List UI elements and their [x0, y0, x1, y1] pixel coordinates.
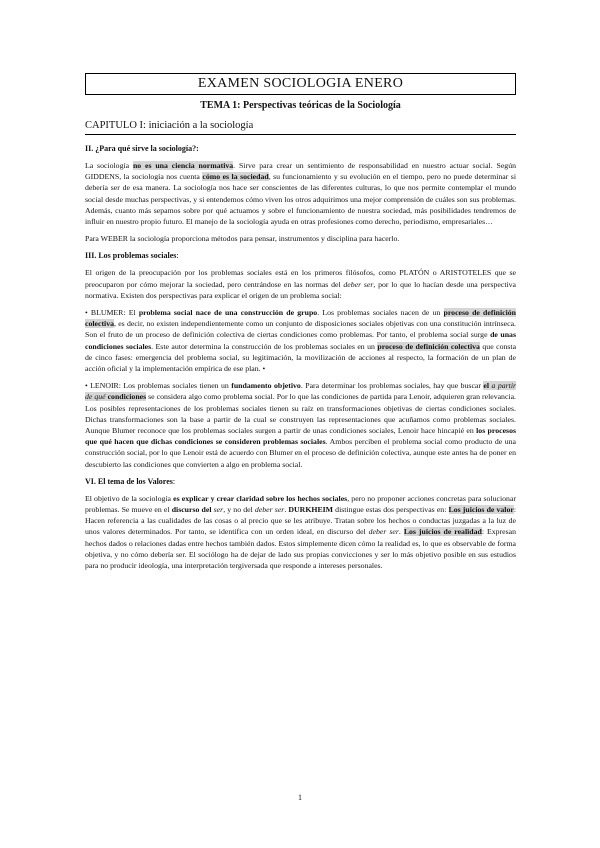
section-heading-2: II. ¿Para qué sirve la sociología?:: [85, 144, 199, 153]
chapter-heading: CAPITULO I: iniciación a la sociología: [85, 119, 516, 135]
section-heading-6: VI. El tema de los Valores:: [85, 476, 176, 486]
section-heading-3: III. Los problemas sociales:: [85, 251, 179, 261]
paragraph: El objetivo de la sociología es explicar y crear claridad sobre los hechos sociales, pero no proponer acciones concretas para solucionar problemas. Se mueve en el discurso del ser, y no del deber ser. DURKHEIM distingue estas dos perspectivas en: Los juicios de valor: Hacen referencia a las cualidades de las cosas o al precio que se les atribuye. Tratan sobre los hechos o conductas juzgadas a la luz de unos valores determinados. Por tanto, se identifica con un orden ideal, en discurso del deber ser. Los juicios de realidad: Expresan hechos dados o relaciones dadas entre hechos también dados. Estos simplemente dicen cómo la realidad es, lo que es observable de forma objetiva, y no cómo debería ser. El sociólogo ha de dejar de lado sus propias convicciones y ser lo más objetivo posible en sus estudios para no producir ideología, una interpretación tergiversada que responde a intereses personales.: [85, 493, 517, 571]
paragraph: El origen de la preocupación por los problemas sociales está en los primeros filósofos, como PLATÓN o ARISTOTELES que se preocuparon por cómo mejorar la sociedad, pero centrándose en las normas del deber ser, por lo que lo hacían desde una perspectiva normativa. Existen dos perspectivas para explicar el origen de un problema social:: [85, 268, 517, 300]
lenoir-paragraph: • LENOIR: Los problemas sociales tienen un fundamento objetivo. Para determinar los problemas sociales, hay que buscar el a partir de qué condiciones se considera algo como problema social. Por lo que las condiciones de partida para Lenoir, adquieren gran relevancia. Los posibles representaciones de los problemas sociales tienen su raíz en transformaciones objetivas de ciertas condiciones sociales. Dichas transformaciones son la base a partir de la cual se construyen las representaciones que acuñamos como problemas sociales. Aunque Blumer reconoce que los problemas sociales surgen a partir de unas condiciones sociales, Lenoir hace hincapié en los procesos que qué hacen que dichas condiciones se consideren problemas sociales. Ambos perciben el problema social como producto de una construcción social, por lo que Lenoir está de acuerdo con Blumer en el proceso de definición colectiva, aunque este antes ha de poner en descubierto las condiciones que convierten a algo en problema social.: [85, 381, 517, 469]
paragraph: Para WEBER la sociología proporciona métodos para pensar, instrumentos y disciplina para hacerlo.: [85, 234, 400, 244]
page-number: 1: [298, 793, 302, 802]
exam-title: EXAMEN SOCIOLOGIA ENERO: [85, 73, 516, 95]
topic-heading: TEMA 1: Perspectivas teóricas de la Sociología: [200, 100, 401, 111]
paragraph: La sociología no es una ciencia normativa. Sirve para crear un sentimiento de responsabilidad en nuestro actuar social. Según GIDDENS, la sociología nos cuenta cómo es la sociedad, su funcionamiento y su evolución en el tiempo, pero no puede determinar si debería ser de esa manera. La sociología nos hace ser conscientes de las diferentes culturas, lo que nos permite contemplar el mundo social desde muchas perspectivas, y si entendemos cómo viven los otros adquirimos una mejor comprensión de cuáles son sus problemas. Además, cuanto más sepamos sobre por qué actuamos y sobre el funcionamiento de nuestra sociedad, más posibilidades tendremos de influir en nuestro propio futuro. El manejo de la sociología ayuda en otras profesiones como derecho, periodismo, empresariales…: [85, 161, 516, 227]
document-body: [85, 143, 516, 577]
blumer-paragraph: • BLUMER: El problema social nace de una construcción de grupo. Los problemas sociales nacen de un proceso de definición colectiva, es decir, no existen independientemente como un conjunto de disposiciones sociales objetivas con una constitución intrínseca. Son el fruto de un proceso de definición colectiva de ciertas condiciones como problemas. Por tanto, el problema social surge de unas condiciones sociales. Este autor determina la construcción de los problemas sociales en un proceso de definición colectiva que consta de cinco fases: emergencia del problema social, su legitimación, la movilización de acciones al respecto, la formación de un plan de acción oficial y la implementación empírica de ese plan. •: [85, 308, 517, 374]
